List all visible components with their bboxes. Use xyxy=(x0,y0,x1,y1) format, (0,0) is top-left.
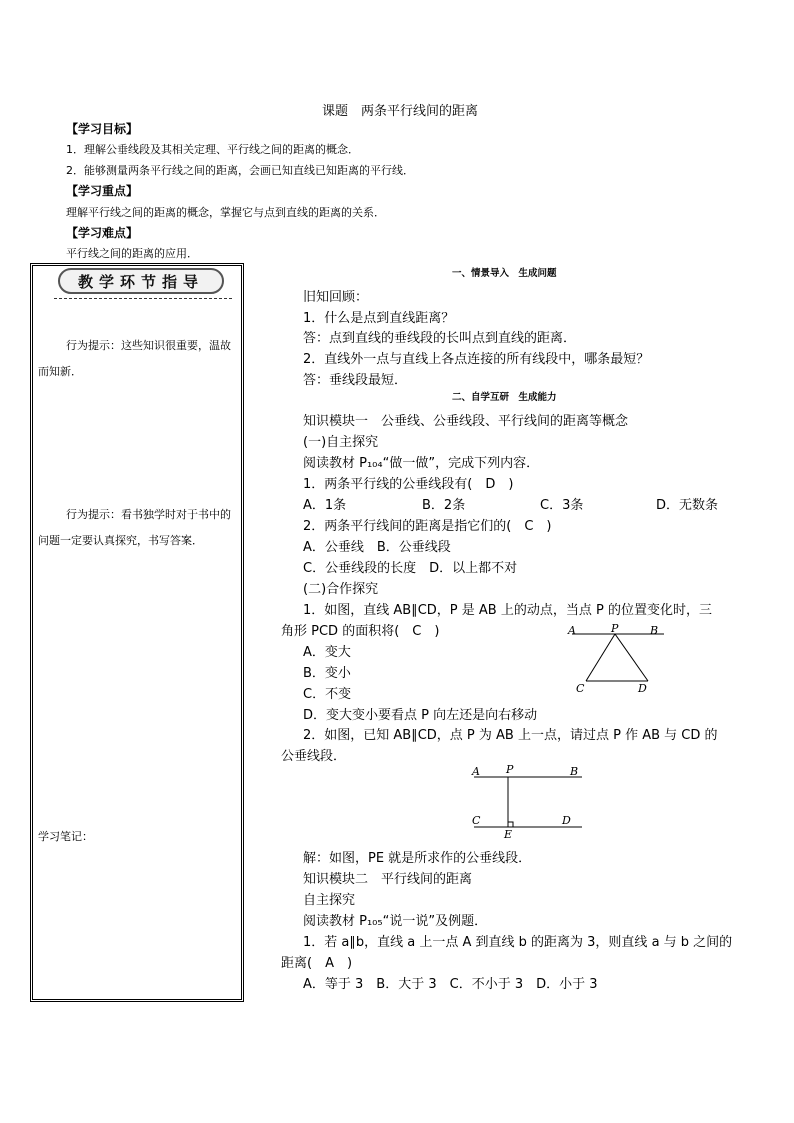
notes-label: 学习笔记： xyxy=(38,830,93,843)
label-b: B xyxy=(570,765,579,778)
label-d: D xyxy=(638,682,647,694)
options-row-2: C．公垂线段的长度 D．以上都不对 xyxy=(303,561,518,576)
review-answer-1: 答：点到直线的垂线段的长叫点到直线的距离． xyxy=(303,331,577,346)
goal-label: 【学习目标】 xyxy=(66,122,139,136)
module-2-question-1-line-2: 距离( A ) xyxy=(281,956,353,971)
subsection-3: 自主探究 xyxy=(303,893,356,908)
label-a: A xyxy=(568,624,576,637)
module-2-question-1-options: A．等于 3 B．大于 3 C．不小于 3 D．小于 3 xyxy=(303,977,598,992)
page-title: 课题 两条平行线间的距离 xyxy=(322,104,479,119)
option-a: A．1条 xyxy=(303,498,347,513)
triangle-figure xyxy=(562,622,670,694)
label-b: B xyxy=(650,624,659,637)
read-instruction-2: 阅读教材 P₁₀₅“说一说”及例题． xyxy=(303,914,488,929)
label-c: C xyxy=(472,814,481,827)
key-text: 理解平行线之间的距离的概念，掌握它与点到直线的距离的关系． xyxy=(66,206,385,219)
coop-option-b: B．变小 xyxy=(303,666,351,681)
option-b: B．2条 xyxy=(422,498,466,513)
option-d: D．无数条 xyxy=(656,498,719,513)
subsection-2: (二)合作探究 xyxy=(303,582,379,597)
options-row-1: A．公垂线 B．公垂线段 xyxy=(303,540,451,555)
module-2-title: 知识模块二 平行线间的距离 xyxy=(303,872,473,887)
coop-option-c: C．不变 xyxy=(303,687,352,702)
goal-item-2: 2．能够测量两条平行线之间的距离，会画已知直线已知距离的平行线． xyxy=(66,164,414,177)
banner-divider xyxy=(54,298,232,299)
subsection-1: (一)自主探究 xyxy=(303,435,379,450)
coop-question-1-line-2: 角形 PCD 的面积将( C ) xyxy=(281,624,440,639)
read-instruction-1: 阅读教材 P₁₀₄“做一做”，完成下列内容． xyxy=(303,456,540,471)
label-c: C xyxy=(576,682,585,694)
review-answer-2: 答：垂线段最短． xyxy=(303,373,408,388)
coop-answer-2: 解：如图，PE 就是所求作的公垂线段． xyxy=(303,851,532,866)
perpendicular-figure xyxy=(464,760,590,842)
coop-option-d: D．变大变小要看点 P 向左还是向右移动 xyxy=(303,708,538,723)
key-label: 【学习重点】 xyxy=(66,184,139,198)
coop-question-1-line-1: 1．如图，直线 AB∥CD，P 是 AB 上的动点，当点 P 的位置变化时，三 xyxy=(303,603,712,618)
review-question-2: 2．直线外一点与直线上各点连接的所有线段中，哪条最短？ xyxy=(303,352,650,367)
module-1-question-1: 1．两条平行线的公垂线段有( D ) xyxy=(303,477,514,492)
module-2-question-1-line-1: 1．若 a∥b，直线 a 上一点 A 到直线 b 的距离为 3，则直线 a 与 b 之间的 xyxy=(303,935,733,950)
coop-question-2-line-1: 2．如图，已知 AB∥CD，点 P 为 AB 上一点，请过点 P 作 AB 与 CD 的 xyxy=(303,728,718,743)
section-heading-2: 二、自学互研 生成能力 xyxy=(452,392,557,403)
label-e: E xyxy=(504,828,513,841)
difficulty-text: 平行线之间的距离的应用． xyxy=(66,247,198,260)
section-heading-1: 一、情景导入 生成问题 xyxy=(452,268,557,279)
segment-pc xyxy=(586,634,615,681)
sidebar-banner-text: 教学环节指导 xyxy=(77,272,204,291)
coop-option-a: A．变大 xyxy=(303,645,351,660)
coop-question-2-line-2: 公垂线段． xyxy=(281,749,347,764)
review-label: 旧知回顾： xyxy=(303,290,369,305)
module-1-question-2: 2．两条平行线间的距离是指它们的( C ) xyxy=(303,519,552,534)
sidebar-tip-2: 行为提示：看书独学时对于书中的问题一定要认真探究，书写答案． xyxy=(38,508,231,547)
difficulty-label: 【学习难点】 xyxy=(66,226,139,240)
label-d: D xyxy=(562,814,571,827)
label-p: P xyxy=(506,763,514,776)
label-p: P xyxy=(611,622,619,635)
segment-pd xyxy=(615,634,648,681)
sidebar-tip-1: 行为提示：这些知识很重要，温故而知新． xyxy=(38,339,231,378)
goal-item-1: 1．理解公垂线段及其相关定理、平行线之间的距离的概念． xyxy=(66,143,359,156)
review-question-1: 1．什么是点到直线距离？ xyxy=(303,311,455,326)
option-c: C．3条 xyxy=(540,498,584,513)
right-angle-mark xyxy=(508,822,513,827)
module-1-title: 知识模块一 公垂线、公垂线段、平行线间的距离等概念 xyxy=(303,414,629,429)
sidebar-banner xyxy=(58,268,224,294)
label-a: A xyxy=(472,765,480,778)
